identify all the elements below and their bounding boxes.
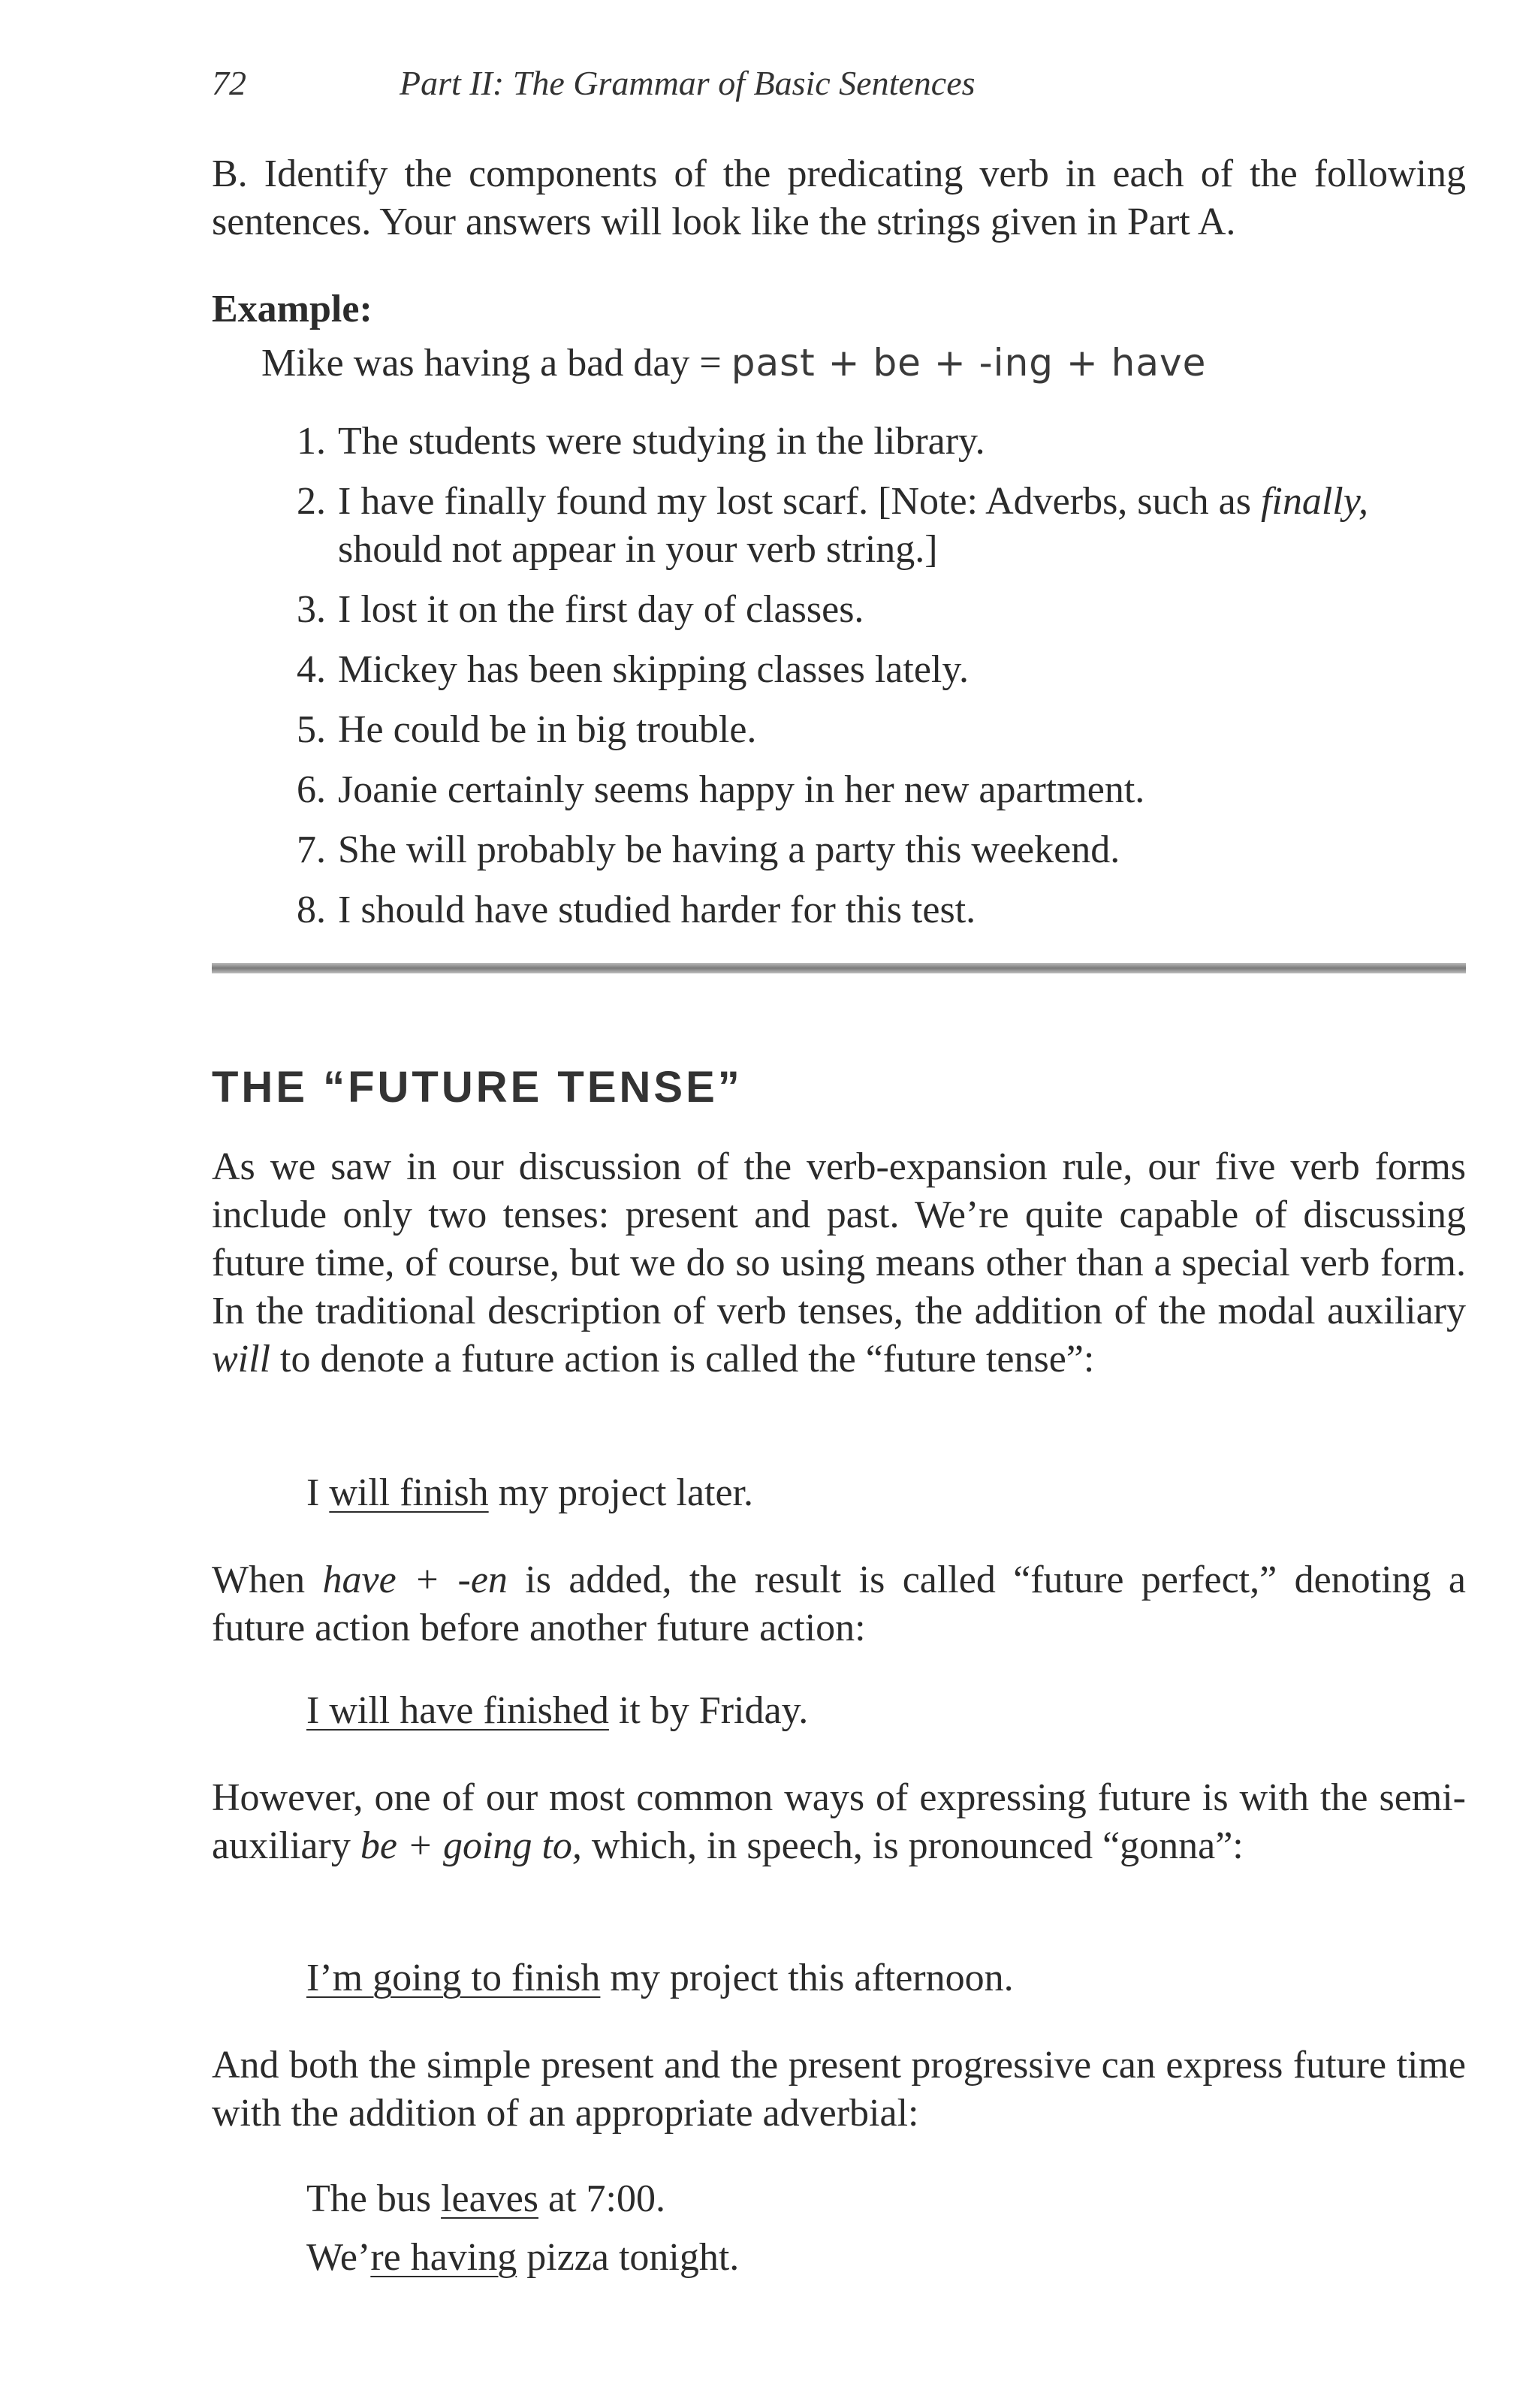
- example-sentence: [306, 1469, 753, 1517]
- example-text: We’: [306, 2236, 371, 2279]
- item-number: 1.: [297, 420, 326, 463]
- list-item: [284, 826, 1455, 874]
- item-number: 3.: [297, 588, 326, 631]
- example-sentence: [306, 1954, 1014, 2002]
- section-divider: [212, 963, 1466, 973]
- example-text: at 7:00.: [538, 2177, 666, 2220]
- item-number: 7.: [297, 828, 326, 871]
- underlined-verb: leaves: [441, 2177, 539, 2220]
- example-text: my project this afternoon.: [600, 1957, 1014, 1999]
- example-text: it by Friday.: [608, 1689, 809, 1732]
- running-head: [212, 63, 976, 103]
- paragraph: [212, 1556, 1466, 1652]
- item-number: 2.: [297, 480, 326, 523]
- underlined-verb: I’m going to finish: [306, 1957, 601, 1999]
- exercise-list: [284, 418, 1455, 946]
- underlined-verb: I will have finished: [306, 1689, 609, 1732]
- item-text: Mickey has been skipping classes lately.: [338, 648, 969, 691]
- example-text: pizza tonight.: [517, 2236, 740, 2279]
- list-item: [284, 886, 1455, 934]
- item-text: I should have studied harder for this test.: [338, 889, 976, 931]
- example-text: The bus: [306, 2177, 442, 2220]
- item-text: He could be in big trouble.: [338, 708, 757, 751]
- example-line: [261, 341, 1206, 385]
- paragraph: And both the simple present and the present progressive can express future time with the addition of an appropriate adverbial:: [212, 2044, 1466, 2135]
- item-number: 4.: [297, 648, 326, 691]
- italic-term: be + going to,: [360, 1824, 582, 1867]
- item-text: should not appear in your verb string.]: [338, 528, 938, 571]
- paragraph-text: to denote a future action is called the “future tense”:: [270, 1338, 1095, 1381]
- exercise-instructions: B. Identify the components of the predicating verb in each of the following sentences. Your answers will look like the strings given in Part A.: [212, 152, 1466, 243]
- item-number: 8.: [297, 889, 326, 931]
- page-number: 72: [212, 64, 246, 102]
- item-number: 6.: [297, 768, 326, 811]
- list-item: [284, 646, 1455, 694]
- list-item: [284, 478, 1455, 574]
- paragraph-text: which, in speech, is pronounced “gonna”:: [581, 1824, 1244, 1867]
- list-item: [284, 586, 1455, 634]
- item-text: The students were studying in the library.: [338, 420, 985, 463]
- paragraph: [212, 1143, 1466, 1384]
- item-text: Joanie certainly seems happy in her new apartment.: [338, 768, 1145, 811]
- paragraph-text: As we saw in our discussion of the verb-expansion rule, our five verb forms include only two tenses: present and past. We’re quite capable of discussing future time, of course, but we do so using means other than a special verb form. In the traditional description of verb tenses, the addition of the modal auxiliary: [212, 1145, 1466, 1332]
- list-item: [284, 418, 1455, 466]
- running-head-title: Part II: The Grammar of Basic Sentences: [400, 64, 976, 102]
- example-sentence: [306, 1687, 808, 1735]
- example-label: Example:: [212, 288, 372, 330]
- paragraph: [212, 1774, 1466, 1870]
- example-sentence: [306, 2175, 665, 2223]
- item-text: I lost it on the first day of classes.: [338, 588, 864, 631]
- paragraph-text: is added, the result is called “future perfect,” denoting a future action before another future action:: [212, 1559, 1466, 1649]
- handwritten-answer: past + be + -ing + have: [731, 341, 1207, 385]
- example-sentence: Mike was having a bad day =: [261, 342, 731, 385]
- item-number: 5.: [297, 708, 326, 751]
- italic-term: have + -en: [322, 1559, 508, 1601]
- example-text: my project later.: [488, 1471, 753, 1514]
- item-text: She will probably be having a party this weekend.: [338, 828, 1120, 871]
- underlined-verb: will finish: [329, 1471, 489, 1514]
- item-text-italic: finally,: [1260, 480, 1368, 523]
- underlined-verb: re having: [370, 2236, 517, 2279]
- section-heading: THE “FUTURE TENSE”: [212, 1063, 743, 1112]
- paragraph-text: However, one of our most common ways of expressing future is with the semi-auxiliary: [212, 1776, 1466, 1867]
- list-item: [284, 706, 1455, 754]
- list-item: [284, 766, 1455, 814]
- paragraph-text: When: [212, 1559, 323, 1601]
- item-text: I have finally found my lost scarf. [Note: Adverbs, such as: [338, 480, 1261, 523]
- example-text: I: [306, 1471, 330, 1514]
- italic-term: will: [212, 1338, 271, 1381]
- example-sentence: [306, 2234, 739, 2282]
